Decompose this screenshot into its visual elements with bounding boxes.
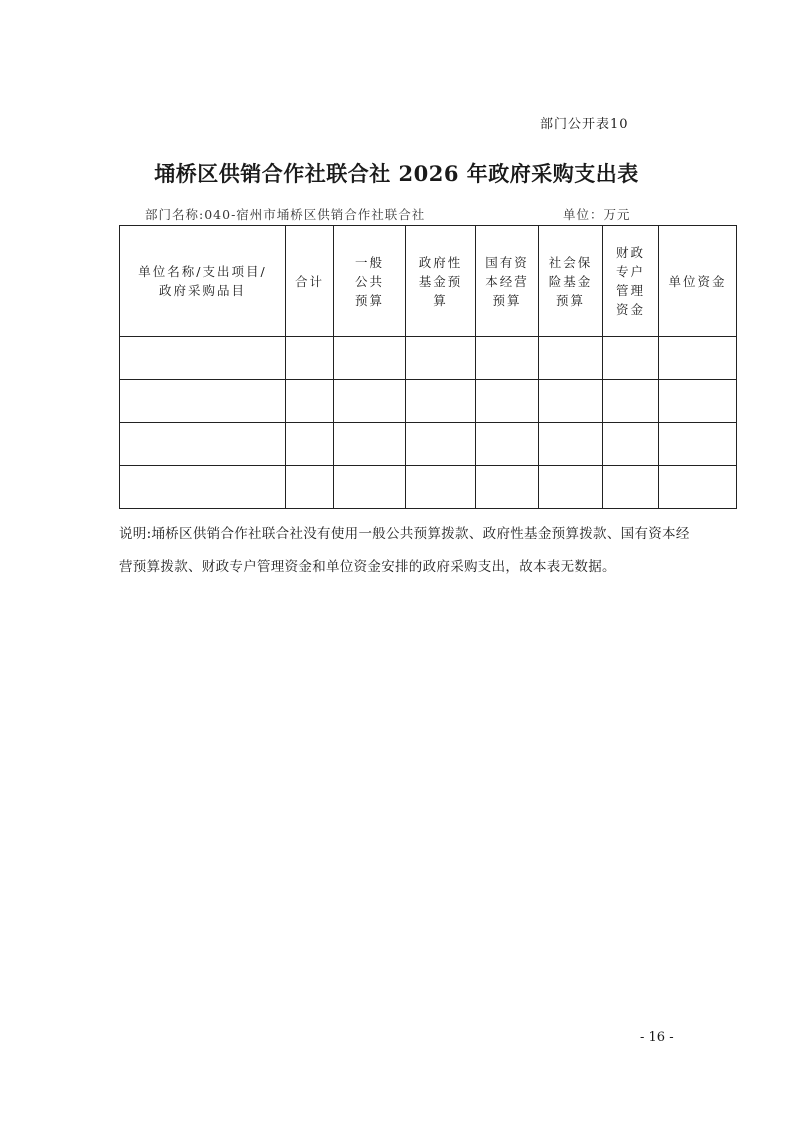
table-cell [120, 466, 286, 509]
table-cell [120, 380, 286, 423]
table-row [120, 423, 737, 466]
table-cell [406, 380, 476, 423]
procurement-expenditure-table [119, 225, 737, 509]
table-cell [659, 423, 737, 466]
page-number: - 16 - [640, 1030, 674, 1045]
table-cell [286, 380, 334, 423]
page-title: 埇桥区供销合作社联合社 2026 年政府采购支出表 [154, 161, 639, 186]
column-header-special-account-funds: 财政专户管理资金 [603, 226, 659, 337]
table-cell [659, 380, 737, 423]
table-cell [406, 337, 476, 380]
table-cell [406, 466, 476, 509]
table-cell [539, 466, 603, 509]
table-cell [603, 423, 659, 466]
column-header-fund-budget: 政府性基金预算 [406, 226, 476, 337]
table-row [120, 466, 737, 509]
table-header-row [120, 226, 737, 337]
column-header-unit-funds: 单位资金 [659, 226, 737, 337]
table-row [120, 337, 737, 380]
table-cell [476, 423, 539, 466]
column-header-item: 单位名称/支出项目/政府采购品目 [120, 226, 286, 337]
table-cell [286, 423, 334, 466]
column-header-total: 合计 [286, 226, 334, 337]
table-cell [334, 337, 406, 380]
table-cell [286, 466, 334, 509]
table-cell [603, 380, 659, 423]
table-cell [334, 466, 406, 509]
form-number: 部门公开表10 [540, 117, 629, 132]
table-cell [539, 337, 603, 380]
table-cell [659, 466, 737, 509]
department-name: 部门名称:040-宿州市埇桥区供销合作社联合社 [145, 207, 426, 222]
table-cell [334, 380, 406, 423]
table-cell [603, 337, 659, 380]
table-cell [120, 423, 286, 466]
unit-label: 单位：万元 [563, 207, 631, 222]
explanation-note: 说明:埇桥区供销合作社联合社没有使用一般公共预算拨款、政府性基金预算拨款、国有资本经营预算拨款、财政专户管理资金和单位资金安排的政府采购支出，故本表无数据。 [119, 526, 690, 575]
table-cell [286, 337, 334, 380]
table-cell [539, 380, 603, 423]
table-cell [334, 423, 406, 466]
table-cell [539, 423, 603, 466]
column-header-general-budget: 一般公共预算 [334, 226, 406, 337]
table-cell [406, 423, 476, 466]
table-cell [476, 337, 539, 380]
table-row [120, 380, 737, 423]
table-cell [120, 337, 286, 380]
table-cell [603, 466, 659, 509]
column-header-social-insurance-budget: 社会保险基金预算 [539, 226, 603, 337]
table-cell [476, 380, 539, 423]
table-cell [659, 337, 737, 380]
column-header-state-capital-budget: 国有资本经营预算 [476, 226, 539, 337]
table-cell [476, 466, 539, 509]
